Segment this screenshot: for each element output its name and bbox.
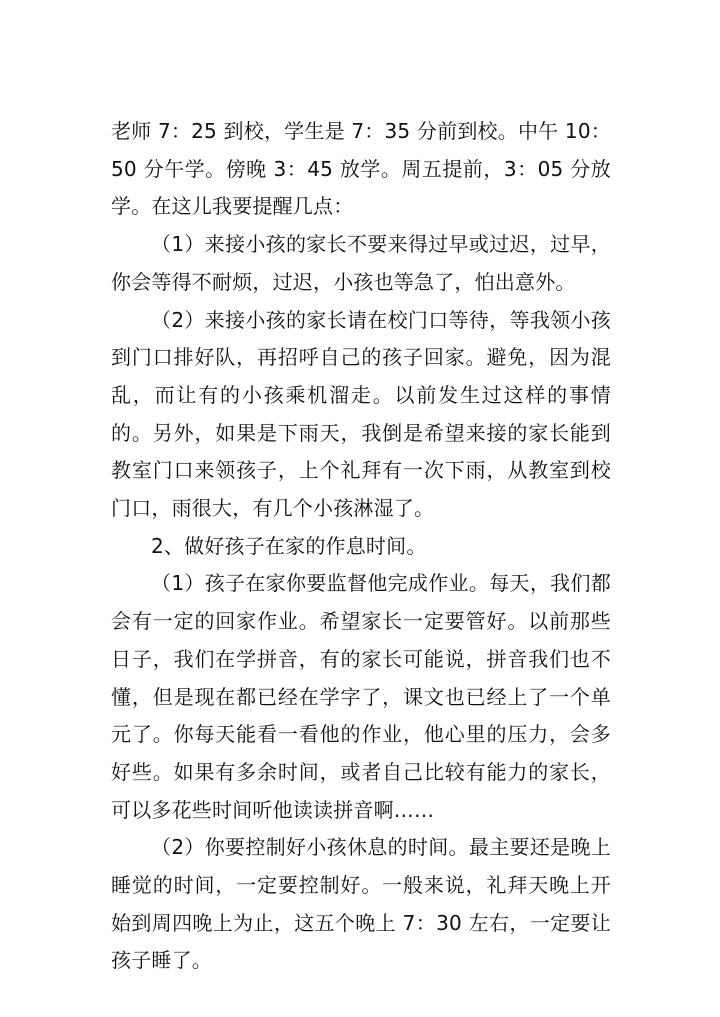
paragraph-point-2-1: （1）孩子在家你要监督他完成作业。每天，我们都会有一定的回家作业。希望家长一定要管好。以前那些日子，我们在学拼音，有的家长可能说，拼音我们也不懂，但是现在都已经在学字了，课文也已经上了一个单元了。你每天能看一看他的作业，他心里的压力，会多好些。如果有多余时间，或者自己比较有能力的家长，可以多花些时间听他读读拼音啊…… [111, 571, 611, 822]
paragraph-schedule: 老师 7：25 到校，学生是 7：35 分前到校。中午 10：50 分午学。傍晚 3：45 放学。周五提前，3：05 分放学。在这儿我要提醒几点： [111, 119, 611, 219]
section-heading-2: 2、做好孩子在家的作息时间。 [151, 533, 427, 558]
paragraph-point-1-1: （1）来接小孩的家长不要来得过早或过迟，过早，你会等得不耐烦，过迟，小孩也等急了，怕出意外。 [111, 232, 611, 294]
paragraph-point-2-2: （2）你要控制好小孩休息的时间。最主要还是晚上睡觉的时间，一定要控制好。一般来说，礼拜天晚上开始到周四晚上为止，这五个晚上 7：30 左右，一定要让孩子睡了。 [111, 835, 611, 973]
paragraph-point-1-2: （2）来接小孩的家长请在校门口等待，等我领小孩到门口排好队，再招呼自己的孩子回家。避免，因为混乱，而让有的小孩乘机溜走。以前发生过这样的事情的。另外，如果是下雨天，我倒是希望来接的家长能到教室门口来领孩子，上个礼拜有一次下雨，从教室到校门口，雨很大，有几个小孩淋湿了。 [111, 307, 611, 521]
document-body [111, 113, 611, 980]
